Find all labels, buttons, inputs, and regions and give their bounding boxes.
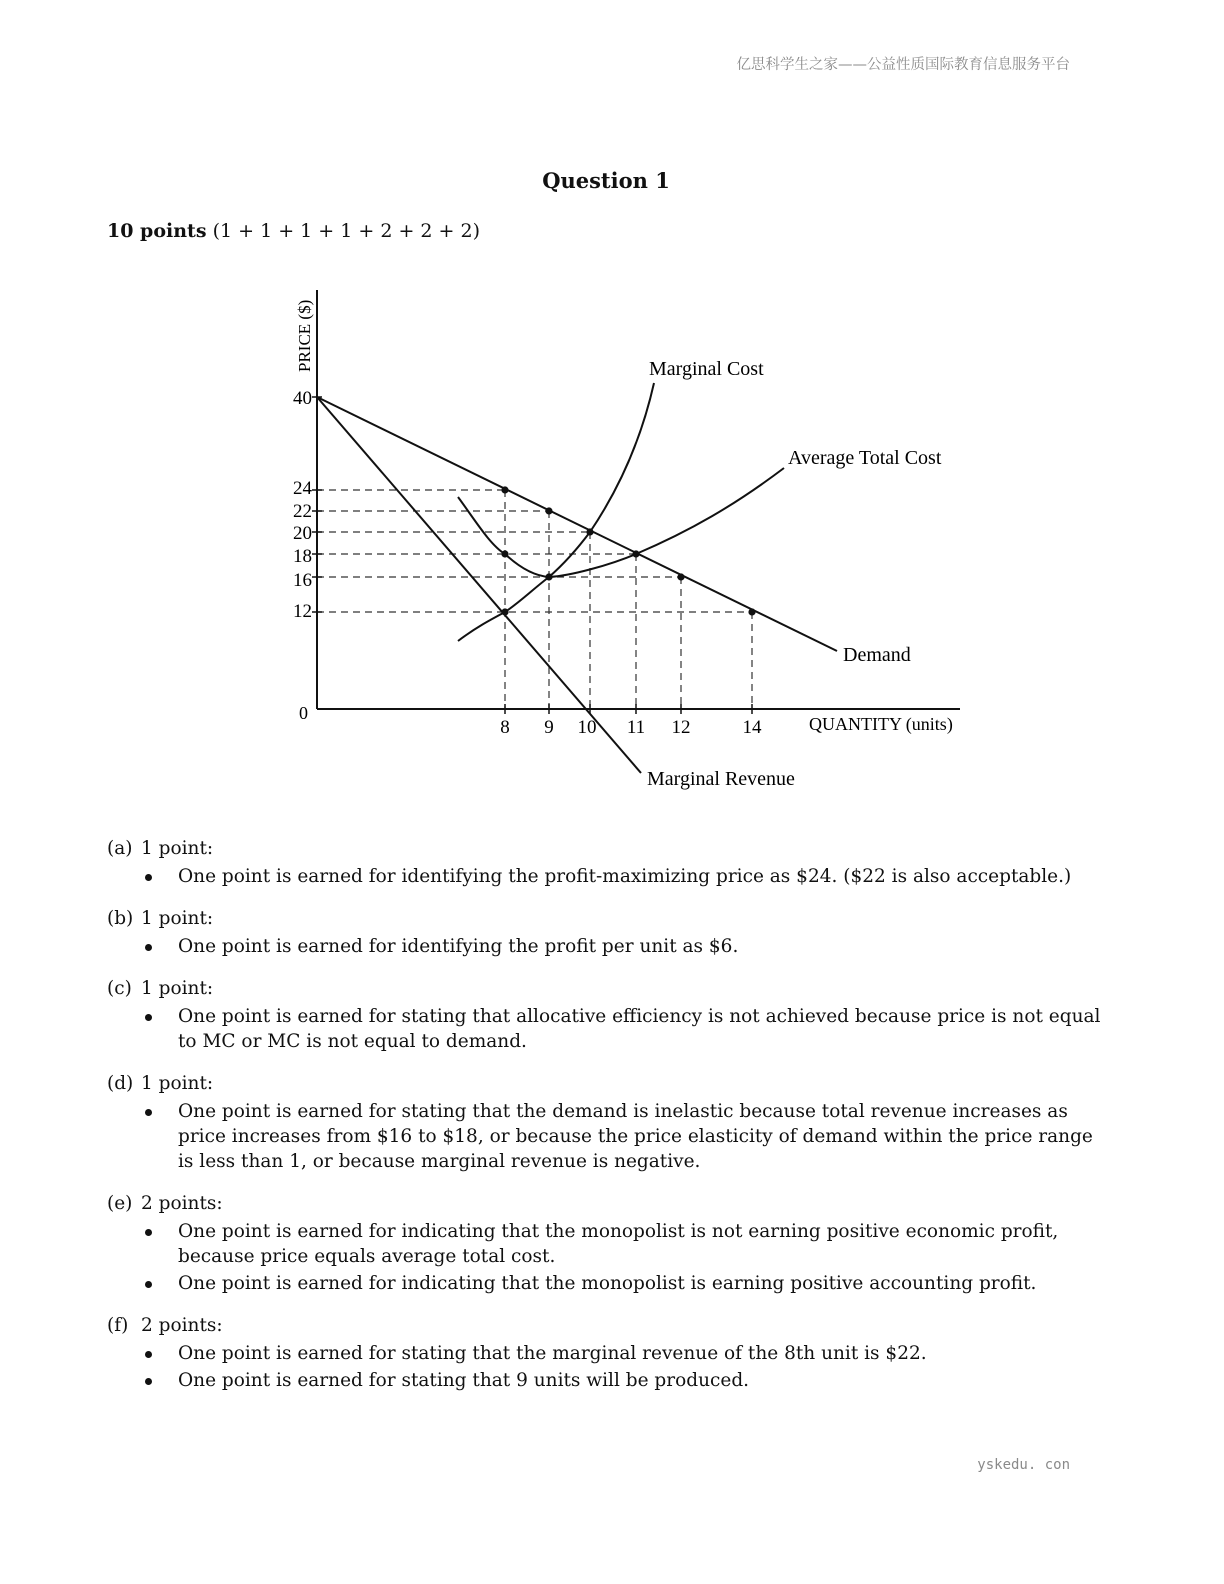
bullet-item — [107, 1368, 1107, 1393]
x-tick-label: 11 — [626, 717, 646, 738]
points-total: 10 points — [107, 220, 207, 242]
average-total-cost-label: Average Total Cost — [788, 447, 942, 469]
x-tick-label: 12 — [671, 717, 691, 738]
bullet-item — [107, 1219, 1107, 1269]
demand-curve — [317, 397, 837, 651]
bullet-text: One point is earned for stating that the marginal revenue of the 8th unit is $22. — [178, 1343, 927, 1364]
y-tick-label: 12 — [293, 601, 312, 622]
y-tick-label: 22 — [293, 501, 312, 522]
bullet-text: One point is earned for indicating that the monopolist is not earning positive economic profit, because price equals average total cost. — [178, 1221, 1059, 1267]
y-tick-label: 24 — [293, 478, 312, 499]
bullet-text: One point is earned for indicating that the monopolist is earning positive accounting profit. — [178, 1273, 1037, 1294]
average-total-cost-curve — [458, 468, 784, 577]
y-tick-label: 18 — [293, 546, 312, 567]
part-points: 1 point: — [141, 978, 214, 999]
bullet-text: One point is earned for stating that allocative efficiency is not achieved because price is not equal to MC or MC is not equal to demand. — [178, 1006, 1101, 1052]
y-tick-label: 16 — [293, 570, 312, 591]
bullet-icon — [145, 1378, 152, 1385]
part-letter: (b) — [107, 908, 134, 929]
part-e — [107, 1191, 1107, 1296]
x-tick-label: 8 — [500, 717, 510, 738]
header-watermark: 亿思科学生之家——公益性质国际教育信息服务平台 — [736, 57, 1070, 73]
bullet-text: One point is earned for stating that the demand is inelastic because total revenue increases as price increases from $16 to $18, or because the price elasticity of demand within the price range is less than 1, or because marginal revenue is negative. — [178, 1101, 1093, 1172]
y-tick-label: 20 — [293, 523, 312, 544]
bullet-text: One point is earned for identifying the profit-maximizing price as $24. ($22 is also acceptable.) — [178, 866, 1072, 887]
bullet-icon — [145, 1229, 152, 1236]
bullet-item — [107, 1004, 1107, 1054]
dashed-guides — [317, 490, 752, 709]
origin-label: 0 — [299, 703, 308, 723]
data-point — [586, 528, 593, 535]
footer-watermark: yskedu. con — [977, 1457, 1070, 1473]
bullet-item — [107, 1099, 1107, 1174]
part-points: 1 point: — [141, 838, 214, 859]
part-a — [107, 836, 1107, 889]
part-b — [107, 906, 1107, 959]
bullet-item — [107, 864, 1107, 889]
data-point — [545, 573, 552, 580]
bullet-icon — [145, 1281, 152, 1288]
bullet-text: One point is earned for identifying the profit per unit as $6. — [178, 936, 739, 957]
x-tick-label: 9 — [544, 717, 554, 738]
data-point — [501, 486, 508, 493]
y-tick-label: 40 — [293, 388, 312, 409]
x-tick-label: 10 — [577, 717, 597, 738]
part-d — [107, 1071, 1107, 1174]
x-tick-label: 14 — [742, 717, 762, 738]
data-point — [501, 608, 508, 615]
bullet-icon — [145, 874, 152, 881]
part-points: 2 points: — [141, 1193, 223, 1214]
question-title: Question 1 — [542, 168, 670, 193]
scoring-parts — [107, 836, 1107, 1410]
part-c — [107, 976, 1107, 1054]
data-point — [748, 608, 755, 615]
x-axis-label: QUANTITY (units) — [809, 714, 953, 734]
part-points: 1 point: — [141, 908, 214, 929]
marginal-cost-label: Marginal Cost — [649, 358, 764, 380]
bullet-item — [107, 1341, 1107, 1366]
part-letter: (f) — [107, 1315, 129, 1336]
part-letter: (a) — [107, 838, 133, 859]
bullet-icon — [145, 1109, 152, 1116]
y-axis-label: PRICE ($) — [295, 299, 314, 372]
bullet-icon — [145, 944, 152, 951]
part-letter: (d) — [107, 1073, 134, 1094]
bullet-item — [107, 1271, 1107, 1296]
part-f — [107, 1313, 1107, 1393]
part-points: 1 point: — [141, 1073, 214, 1094]
bullet-icon — [145, 1014, 152, 1021]
demand-label: Demand — [843, 644, 911, 666]
part-letter: (e) — [107, 1193, 133, 1214]
part-letter: (c) — [107, 978, 132, 999]
data-point — [677, 573, 684, 580]
data-point — [545, 507, 552, 514]
curves — [317, 383, 837, 773]
part-points: 2 points: — [141, 1315, 223, 1336]
bullet-icon — [145, 1351, 152, 1358]
data-point — [501, 550, 508, 557]
bullet-item — [107, 934, 1107, 959]
bullet-text: One point is earned for stating that 9 units will be produced. — [178, 1370, 750, 1391]
marginal-revenue-label: Marginal Revenue — [647, 768, 795, 790]
marginal-cost-curve — [458, 383, 654, 641]
data-point — [632, 550, 639, 557]
points-breakdown: (1 + 1 + 1 + 1 + 2 + 2 + 2) — [212, 220, 481, 242]
axis-ticks — [312, 397, 752, 714]
